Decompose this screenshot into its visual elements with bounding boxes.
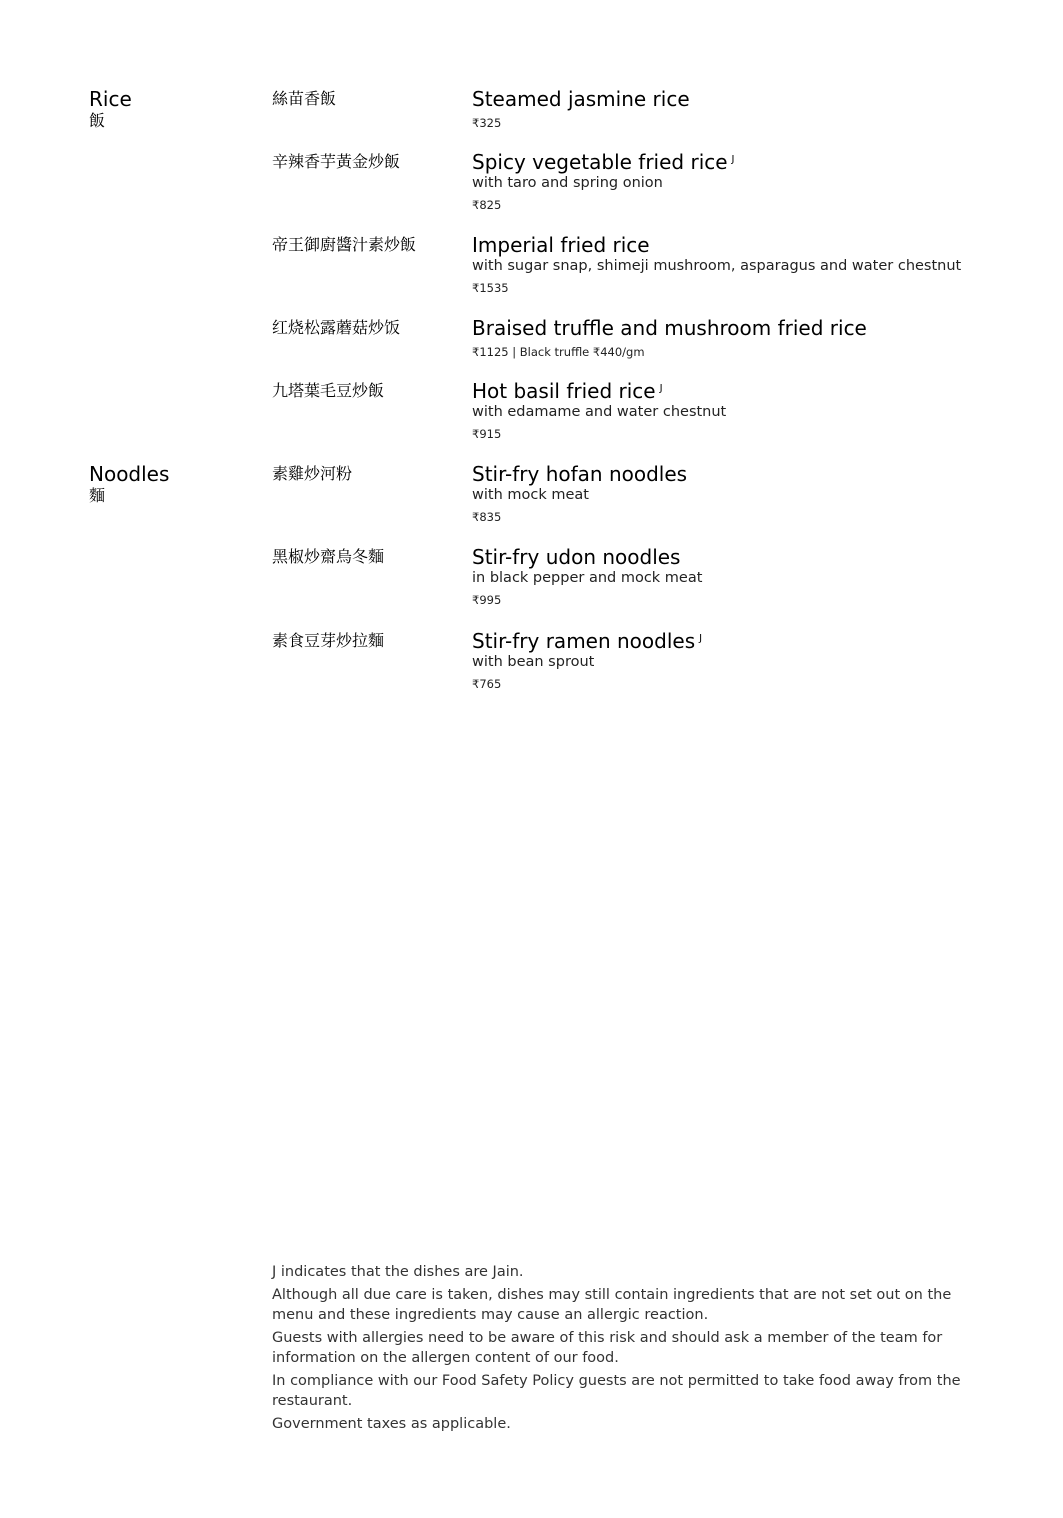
dish-description: with bean sprout (472, 654, 595, 670)
dish-name (472, 379, 1032, 403)
jain-marker: J (699, 633, 703, 644)
dish-name-zh: 辛辣香芋黃金炒飯 (272, 152, 401, 171)
footnote-allergy-guests: Guests with allergies need to be aware of this risk and should ask a member of the team for information on the allergen content of our food. (272, 1330, 943, 1366)
dish-price: ₹835 (472, 510, 502, 524)
dish-description: in black pepper and mock meat (472, 570, 703, 586)
dish-price: ₹765 (472, 677, 502, 691)
dish-description: with taro and spring onion (472, 175, 663, 191)
dish-price: ₹1535 (472, 281, 509, 295)
dish-name-zh: 素雞炒河粉 (272, 464, 353, 483)
dish-name (472, 87, 1032, 111)
jain-marker: J (731, 154, 735, 165)
section-noodles (89, 463, 169, 506)
dish-name-zh: 九塔葉毛豆炒飯 (272, 381, 385, 400)
dish-details (472, 233, 1032, 296)
dish-details (472, 629, 1032, 692)
footnote-taxes: Government taxes as applicable. (272, 1416, 511, 1432)
dish-description: with sugar snap, shimeji mushroom, asparagus and water chestnut (472, 258, 962, 274)
dish-details (472, 87, 1032, 131)
section-title-zh: 麵 (89, 486, 106, 505)
dish-details (472, 545, 1032, 608)
dish-price: ₹995 (472, 593, 502, 607)
dish-name-zh: 帝王御廚醬汁素炒飯 (272, 235, 417, 254)
dish-name (472, 629, 1032, 653)
dish-name (472, 316, 1032, 340)
jain-marker: J (659, 383, 663, 394)
dish-name-zh: 黑椒炒齋烏冬麵 (272, 547, 385, 566)
dish-name-text: Steamed jasmine rice (472, 87, 690, 111)
dish-details (472, 379, 1032, 442)
section-rice (89, 88, 132, 131)
section-title-en: Noodles (89, 462, 170, 486)
footnote-food-safety: In compliance with our Food Safety Policy guests are not permitted to take food away from the restaurant. (272, 1373, 961, 1409)
dish-name-zh: 絲苗香飯 (272, 89, 337, 108)
footnotes (272, 1262, 962, 1437)
dish-details (472, 462, 1032, 525)
dish-name (472, 150, 1032, 174)
dish-name (472, 462, 1032, 486)
dish-name-text: Stir-fry ramen noodles (472, 629, 696, 653)
dish-name-text: Stir-fry udon noodles (472, 545, 681, 569)
dish-name-text: Hot basil fried rice (472, 379, 656, 403)
dish-name-text: Stir-fry hofan noodles (472, 462, 688, 486)
dish-name-text: Spicy vegetable fried rice (472, 150, 728, 174)
dish-name-text: Imperial fried rice (472, 233, 650, 257)
dish-price: ₹915 (472, 427, 502, 441)
section-title-en: Rice (89, 87, 132, 111)
dish-name (472, 545, 1032, 569)
dish-price: ₹825 (472, 198, 502, 212)
dish-price: ₹325 (472, 116, 502, 130)
dish-name-zh: 素食豆芽炒拉麵 (272, 631, 385, 650)
dish-name (472, 233, 1032, 257)
dish-price: ₹1125 | Black truffle ₹440/gm (472, 345, 645, 359)
footnote-allergen: Although all due care is taken, dishes may still contain ingredients that are not set out on the menu and these ingredients may cause an allergic reaction. (272, 1287, 952, 1323)
dish-details (472, 150, 1032, 213)
section-title-zh: 飯 (89, 111, 106, 130)
dish-name-text: Braised truffle and mushroom fried rice (472, 316, 867, 340)
dish-details (472, 316, 1032, 360)
dish-description: with mock meat (472, 487, 589, 503)
dish-description: with edamame and water chestnut (472, 404, 727, 420)
dish-name-zh: 红烧松露蘑菇炒饭 (272, 318, 401, 337)
footnote-jain: J indicates that the dishes are Jain. (272, 1264, 524, 1280)
